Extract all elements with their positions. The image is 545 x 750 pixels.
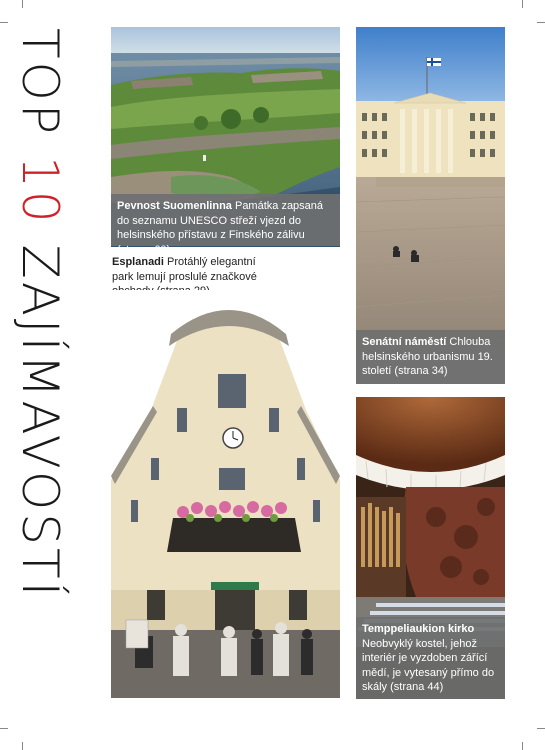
title-accent-number: 10 — [11, 155, 69, 226]
crop-mark — [22, 742, 23, 750]
title-rest: ZAJÍMAVOSTÍ — [11, 225, 69, 600]
crop-mark — [537, 22, 545, 23]
crop-mark — [537, 728, 545, 729]
crop-mark — [0, 728, 8, 729]
caption-text: Památka zapsaná do seznamu UNESCO střeží vjezd do helsinského přístavu z Finského zálivu (strana 60) — [117, 200, 324, 256]
caption-text: Neobvyklý kostel, jehož interiér je vyzdoben zářící mědí, je vytesaný přímo do skály (strana 44) — [362, 637, 495, 693]
crop-mark — [22, 0, 23, 8]
caption-suomenlinna — [111, 194, 340, 256]
caption-title: Senátní náměstí — [362, 336, 447, 348]
crop-mark — [522, 0, 523, 8]
crop-mark — [522, 742, 523, 750]
title-top: TOP — [11, 28, 69, 156]
caption-title: Pevnost Suomenlinna — [117, 200, 232, 212]
caption-text: Protáhlý elegantní park lemují proslulé značkové — [112, 256, 257, 283]
caption-senate-square — [356, 330, 505, 384]
caption-text: Chlouba helsinského urbanismu 19. století (strana 34) — [362, 336, 493, 377]
caption-temppeliaukio — [356, 617, 505, 699]
photo-esplanadi — [111, 290, 340, 698]
caption-title: Temppeliaukion kirko — [362, 623, 475, 635]
caption-title: Esplanadi — [112, 256, 164, 268]
crop-mark — [0, 22, 8, 23]
